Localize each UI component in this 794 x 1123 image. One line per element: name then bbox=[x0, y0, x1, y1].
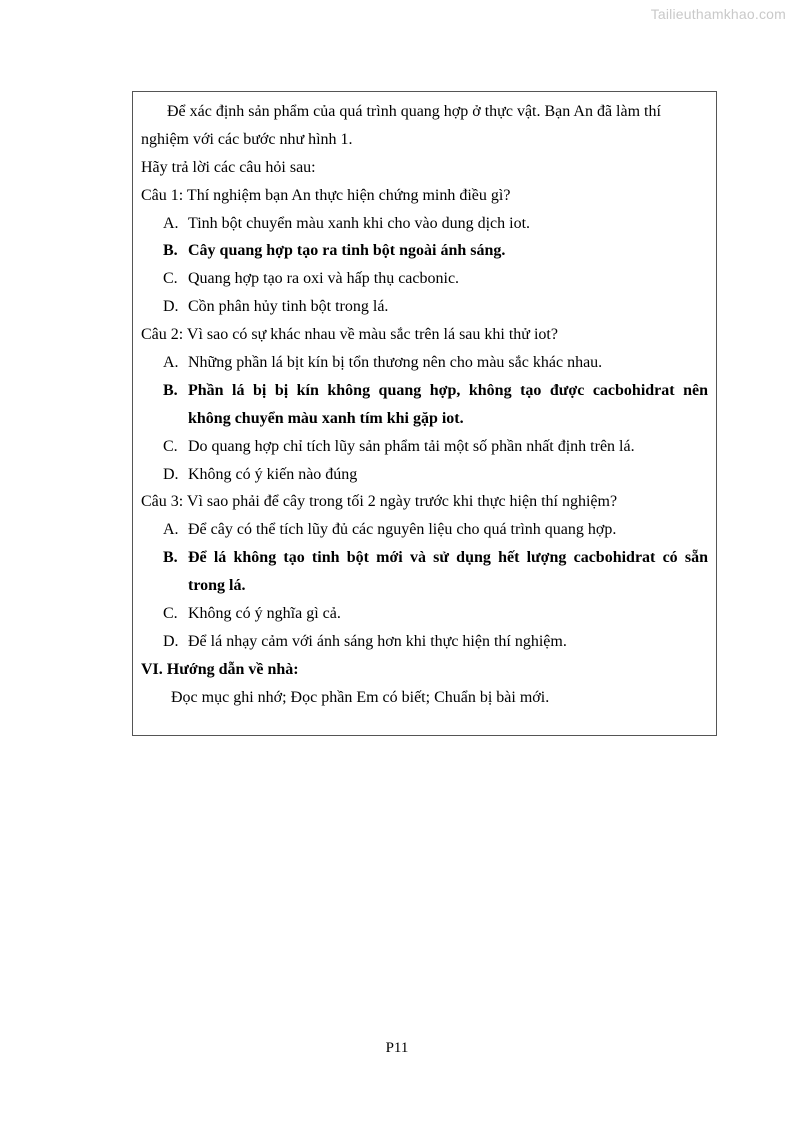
q2-option-a bbox=[141, 349, 708, 377]
section-6-body: Đọc mục ghi nhớ; Đọc phần Em có biết; Chuẩn bị bài mới. bbox=[171, 688, 550, 706]
option-text: Những phần lá bịt kín bị tổn thương nên cho màu sắc khác nhau. bbox=[188, 354, 603, 372]
option-text: Để lá không tạo tinh bột mới và sử dụng hết lượng cacbohidrat có sẵn bbox=[188, 549, 708, 567]
option-letter: A. bbox=[163, 354, 179, 372]
option-text: Do quang hợp chỉ tích lũy sản phẩm tải một số phần nhất định trên lá. bbox=[188, 437, 635, 455]
q1-option-c bbox=[141, 265, 708, 293]
option-letter: C. bbox=[163, 605, 178, 623]
intro-line-3: Hãy trả lời các câu hỏi sau: bbox=[141, 158, 316, 176]
option-text: Không có ý kiến nào đúng bbox=[188, 465, 358, 483]
q3-option-d bbox=[141, 628, 708, 656]
option-letter: C. bbox=[163, 270, 178, 288]
option-text: Quang hợp tạo ra oxi và hấp thụ cacbonic. bbox=[188, 270, 460, 288]
question-2: Câu 2: Vì sao có sự khác nhau về màu sắc trên lá sau khi thử iot? bbox=[141, 326, 558, 344]
q3-option-b-answer bbox=[141, 544, 708, 572]
section-6-heading: VI. Hướng dẫn về nhà: bbox=[141, 660, 299, 678]
q1-option-b-answer bbox=[141, 237, 708, 265]
q3-option-c bbox=[141, 600, 708, 628]
intro-line-2: nghiệm với các bước như hình 1. bbox=[141, 130, 353, 148]
option-text: Để cây có thể tích lũy đủ các nguyên liệu cho quá trình quang hợp. bbox=[188, 521, 617, 539]
option-text: Phần lá bị bị kín không quang hợp, không tạo được cacbohidrat nên bbox=[188, 381, 708, 399]
option-text: Không có ý nghĩa gì cả. bbox=[188, 605, 341, 623]
option-letter: A. bbox=[163, 521, 179, 539]
question-1: Câu 1: Thí nghiệm bạn An thực hiện chứng minh điều gì? bbox=[141, 186, 511, 204]
option-letter: D. bbox=[163, 632, 179, 650]
option-letter: D. bbox=[163, 298, 179, 316]
question-3: Câu 3: Vì sao phải để cây trong tối 2 ngày trước khi thực hiện thí nghiệm? bbox=[141, 493, 618, 511]
option-text: Tinh bột chuyển màu xanh khi cho vào dung dịch iot. bbox=[188, 214, 531, 232]
option-letter: B. bbox=[163, 242, 178, 260]
q2-option-b-continued: không chuyển màu xanh tím khi gặp iot. bbox=[188, 409, 464, 427]
option-text: Cồn phân hủy tinh bột trong lá. bbox=[188, 298, 389, 316]
option-letter: B. bbox=[163, 381, 178, 399]
q2-option-b-answer bbox=[141, 377, 708, 405]
option-text: Cây quang hợp tạo ra tinh bột ngoài ánh sáng. bbox=[188, 242, 506, 260]
option-letter: A. bbox=[163, 214, 179, 232]
intro-line-1: Để xác định sản phẩm của quá trình quang hợp ở thực vật. Bạn An đã làm thí bbox=[167, 103, 661, 120]
q3-option-b-continued: trong lá. bbox=[188, 577, 246, 595]
q2-option-c bbox=[141, 433, 708, 461]
q2-option-d bbox=[141, 461, 708, 489]
option-letter: D. bbox=[163, 465, 179, 483]
option-text: Để lá nhạy cảm với ánh sáng hơn khi thực hiện thí nghiệm. bbox=[188, 632, 567, 650]
q3-option-a bbox=[141, 516, 708, 544]
content-box bbox=[132, 91, 717, 736]
option-letter: B. bbox=[163, 549, 178, 567]
watermark-text: Tailieuthamkhao.com bbox=[650, 6, 786, 22]
q1-option-a bbox=[141, 210, 708, 238]
option-letter: C. bbox=[163, 437, 178, 455]
page-number: P11 bbox=[385, 1040, 409, 1056]
q1-option-d bbox=[141, 293, 708, 321]
